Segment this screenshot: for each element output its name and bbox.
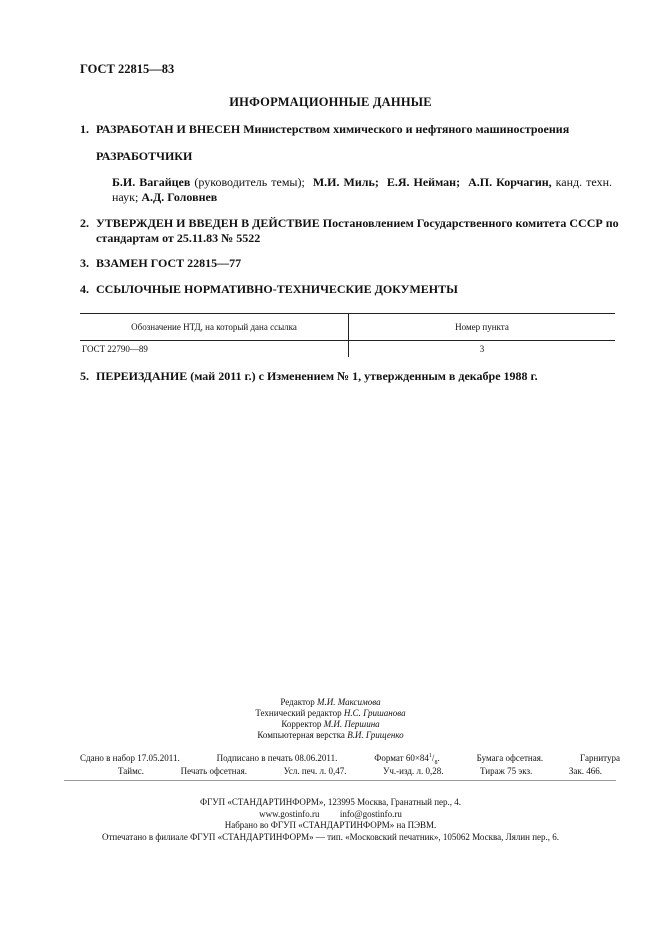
developer-name: М.И. Миль; [312,175,379,189]
imprint-line [0,708,661,719]
footer-site: www.gostinfo.ru [259,808,320,819]
pub-typeface-label: Гарнитура [580,753,620,763]
imprint-line [0,730,661,741]
item-number: 1. [80,122,89,136]
table-header-cell: Обозначение НТД, на который дана ссылка [80,314,349,341]
table-header-row [80,314,615,341]
divider [64,780,616,781]
pub-format-den: 8 [434,759,438,766]
footer-typeset: Набрано во ФГУП «СТАНДАРТИНФОРМ» на ПЭВМ. [224,820,437,830]
developers-heading: РАЗРАБОТЧИКИ [96,149,193,163]
footer-email: info@gostinfo.ru [339,808,402,819]
developers-list [112,175,612,205]
item-number: 3. [80,256,89,270]
imprint-person: В.И. Грищенко [347,730,404,740]
developer-name: Б.И. Вагайцев [112,175,191,189]
item-number: 2. [80,216,89,230]
item-number: 4. [80,282,89,296]
pub-format [374,753,439,766]
pub-edsheets: Уч.-изд. л. 0,28. [383,766,444,776]
imprint-person: Н.С. Гришанова [343,708,406,718]
item-approved [80,216,620,246]
pub-print: Печать офсетная. [180,766,248,776]
pub-typeface: Таймс. [118,766,145,776]
references-table [80,313,615,357]
developer-name: Е.Я. Нейман; [386,175,461,189]
pub-format-num: 1 [428,753,432,759]
developer-name: А.П. Корчагин, [468,175,552,189]
publication-details-row1 [80,753,620,766]
page-title: ИНФОРМАЦИОННЫЕ ДАННЫЕ [229,95,432,109]
pub-format-dot: . [437,753,440,763]
item-number: 5. [80,369,89,383]
pub-signed: Подписано в печать 08.06.2011. [216,753,338,763]
footer-contacts [0,809,661,821]
item-developed [80,122,569,137]
item-text: ВЗАМЕН ГОСТ 22815—77 [96,256,242,270]
pub-run: Тираж 75 экз. [480,766,533,776]
publisher-footer [0,797,661,843]
item-replaces [80,256,241,271]
item-references [80,282,458,297]
developer-note: канд. техн. наук; [112,175,612,204]
pub-format-prefix: Формат 60×84 [374,753,429,763]
table-row [80,341,615,358]
table-cell: 3 [479,344,485,354]
pub-paper: Бумага офсетная. [476,753,544,763]
pub-format-sep: / [431,753,435,763]
imprint-label: Технический редактор [255,708,342,718]
footer-printed: Отпечатано в филиале ФГУП «СТАНДАРТИНФОРМ» — тип. «Московский печатник», 105062 Москва, Лялин пер., 6. [101,831,560,842]
developer-name: А.Д. Головнев [141,190,218,204]
item-lead: УТВЕРЖДЕН И ВВЕДЕН В ДЕЙСТВИЕ [96,216,320,230]
item-text: ССЫЛОЧНЫЕ НОРМАТИВНО-ТЕХНИЧЕСКИЕ ДОКУМЕНТЫ [96,282,458,296]
imprint-person: М.И. Першина [323,719,380,729]
imprint-label: Корректор [281,719,322,729]
item-text: Министерством химического и нефтяного машиностроения [243,122,570,136]
developer-note: (руководитель темы); [194,175,305,189]
imprint-label: Редактор [280,697,315,707]
imprint-line [0,697,661,708]
item-text-line2: стандартам от 25.11.83 № 5522 [96,231,261,245]
footer-address: ФГУП «СТАНДАРТИНФОРМ», 123995 Москва, Гранатный пер., 4. [199,797,462,807]
imprint-line [0,719,661,730]
table-header-cell: Номер пункта [349,314,616,341]
item-text: Постановлением Государственного комитета СССР по [322,216,619,230]
pub-order: Зак. 466. [568,766,602,776]
publication-details-row2 [118,766,602,776]
pub-set: Сдано в набор 17.05.2011. [80,753,180,763]
document-code: ГОСТ 22815—83 [80,62,175,76]
pub-sheets: Усл. печ. л. 0,47. [283,766,347,776]
item-reissue [80,369,538,384]
imprint-person: М.И. Максимова [317,697,381,707]
imprint-editors [0,697,661,741]
table-cell: ГОСТ 22790—89 [80,341,349,358]
imprint-label: Компьютерная верстка [257,730,345,740]
item-text: ПЕРЕИЗДАНИЕ (май 2011 г.) с Изменением № 1, утвержденным в декабре 1988 г. [96,369,538,383]
item-lead: РАЗРАБОТАН И ВНЕСЕН [96,122,241,136]
